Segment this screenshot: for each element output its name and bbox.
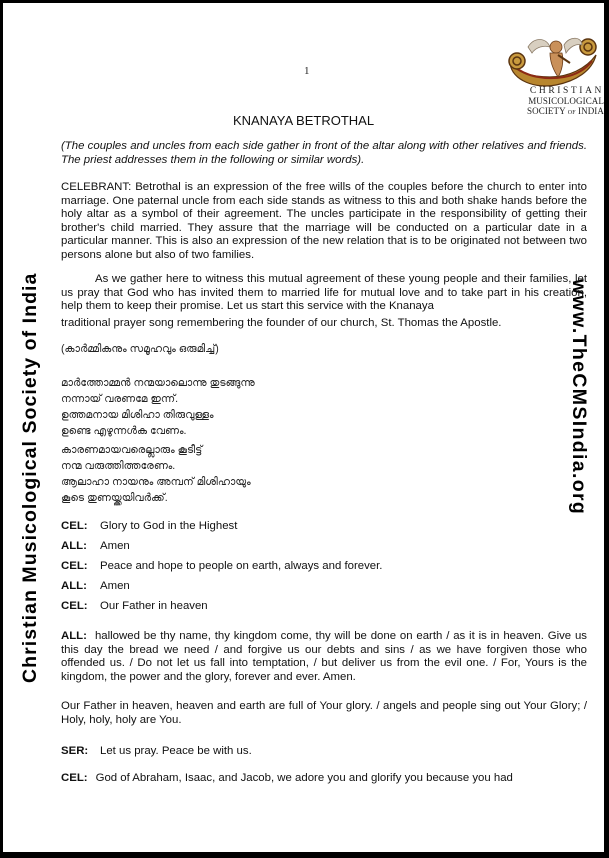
malayalam-verse-2 bbox=[61, 442, 251, 506]
society-logo bbox=[500, 33, 604, 123]
malayalam-rubric: (കാർമ്മികനും സമൂഹവും ഒരുമിച്ച്) bbox=[61, 343, 219, 355]
speaker-label: CEL: bbox=[61, 560, 88, 572]
angel-emblem-icon bbox=[506, 33, 598, 87]
verse-line: നന്മ വരുത്തിത്തരേണം. bbox=[61, 460, 176, 472]
verse-line: ഉത്തമനായ മിശിഹാ തിരുവുള്ളം bbox=[61, 409, 214, 421]
page-number: 1 bbox=[304, 65, 310, 77]
verse-line: കൂടെ തുണയ്ക്കയിവർക്ക്. bbox=[61, 492, 168, 504]
malayalam-verse-1 bbox=[61, 375, 255, 439]
cel-last-text: God of Abraham, Isaac, and Jacob, we adore you and glorify you because you had bbox=[95, 772, 513, 784]
speaker-label: ALL: bbox=[61, 540, 87, 552]
dialog-line bbox=[61, 559, 382, 573]
cel-last-paragraph bbox=[61, 772, 587, 786]
ser-line bbox=[61, 745, 587, 759]
gather-paragraph-last-line: traditional prayer song remembering the founder of our church, St. Thomas the Apostle. bbox=[61, 316, 502, 329]
speaker-label: CEL: bbox=[61, 520, 88, 532]
document-title: KNANAYA BETROTHAL bbox=[232, 113, 375, 128]
dialog-line bbox=[61, 539, 130, 553]
verse-line: ആലാഹാ നായനും അമ്പന് മിശിഹായും bbox=[61, 476, 251, 488]
speaker-label: CEL: bbox=[61, 772, 88, 784]
verse-line: നന്നായ് വരണമേ ഇന്ന്. bbox=[61, 393, 179, 405]
dialog-text: Amen bbox=[100, 540, 130, 552]
gather-paragraph bbox=[61, 273, 587, 332]
dialog-line bbox=[61, 519, 237, 533]
dialog-text: Glory to God in the Highest bbox=[100, 520, 238, 532]
logo-word-of: OF bbox=[567, 110, 576, 116]
verse-line: ഉണ്ടെ എഴുന്നള്‍ക വേണം. bbox=[61, 425, 187, 437]
lords-prayer-paragraph bbox=[61, 630, 587, 684]
side-watermark-website: www.TheCMSIndia.org bbox=[568, 279, 590, 516]
speaker-label: CEL: bbox=[61, 600, 88, 612]
dialog-text: Amen bbox=[100, 580, 130, 592]
holy-paragraph: Our Father in heaven, heaven and earth are full of Your glory. / angels and people sing out Your Glory; / Holy, holy, holy are You. bbox=[61, 700, 587, 726]
speaker-label: ALL: bbox=[61, 630, 87, 642]
logo-line-christian: CHRISTIAN bbox=[529, 86, 604, 96]
rubric-intro: (The couples and uncles from each side gather in front of the altar along with other relatives and friends. The priest addresses them in the following or similar words). bbox=[61, 140, 587, 166]
dialog-line bbox=[61, 579, 130, 593]
lords-prayer-text: hallowed be thy name, thy kingdom come, thy will be done on earth / as it is in heaven. Give us this day the bread we need / and forgive us our debts and sins / as we have forgiven those who offended us. / Do not let us fall into temptation, / but deliver us from the evil one. / For, Yours is the kingdom, the power and the glory, forever and ever. Amen. bbox=[61, 630, 587, 683]
dialog-line bbox=[61, 599, 208, 613]
ser-text: Let us pray. Peace be with us. bbox=[100, 745, 252, 757]
celebrant-paragraph: CELEBRANT: Betrothal is an expression of the free wills of the couples before the church to enter into marriage. One paternal uncle from each side stands as witness to this and both shake hands before the holy altar as a symbol of their agreement. The uncles participate in the responsibility of getting their brother's child married. They assure that the marriage will be conducted on a particular date in a particular manner. This is also an expression of the new relation that is to be originated not between two persons alone but also of two families. bbox=[61, 181, 587, 261]
speaker-label: SER: bbox=[61, 745, 89, 757]
dialog-text: Our Father in heaven bbox=[100, 600, 208, 612]
side-watermark-society-name: Christian Musicological Society of India bbox=[19, 272, 41, 683]
verse-line: മാർത്തോമ്മൻ നന്മയാലൊന്നു തുടങ്ങുന്നു bbox=[61, 377, 255, 389]
verse-line: കാരണമായവരെല്ലാരും കൂടീട്ട് bbox=[61, 444, 203, 456]
dialog-text: Peace and hope to people on earth, always and forever. bbox=[100, 560, 383, 572]
gather-paragraph-main: As we gather here to witness this mutual agreement of these young people and their families, let us pray that God who has invited them to married life for mutual love and to take part in his creation, help them to keep their promise. Let us start this service with the Knanaya bbox=[61, 273, 587, 313]
speaker-label: ALL: bbox=[61, 580, 87, 592]
logo-word-society: SOCIETY bbox=[527, 106, 566, 116]
document-page bbox=[3, 3, 604, 852]
logo-line-musicological: MUSICOLOGICAL bbox=[528, 96, 604, 106]
logo-word-india: INDIA bbox=[578, 106, 604, 116]
